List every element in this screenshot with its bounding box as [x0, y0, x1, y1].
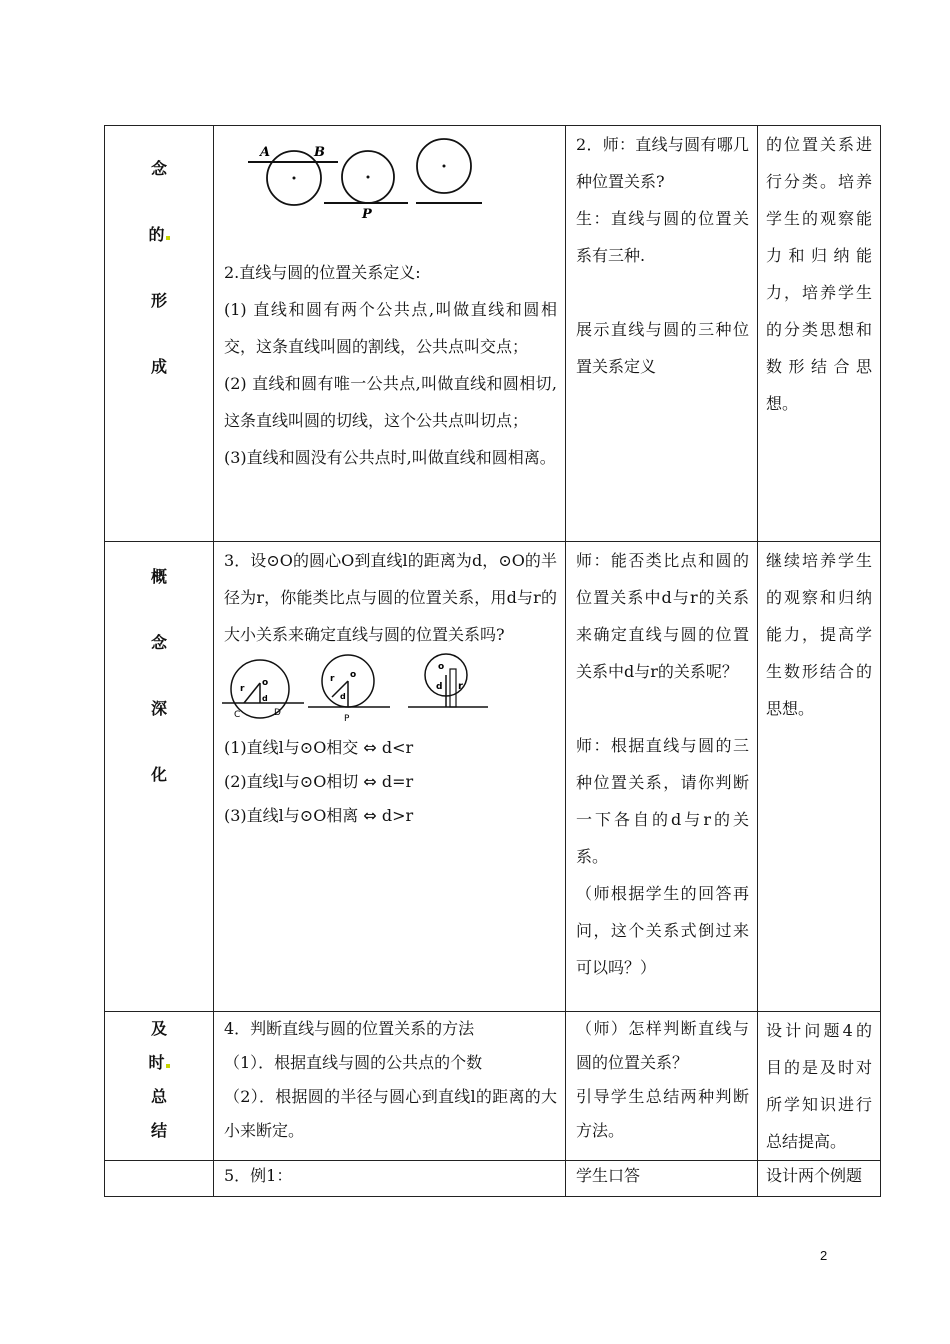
- svg-text:o: o: [438, 662, 445, 672]
- teacher-cell: [566, 542, 758, 1012]
- content-cell: [214, 126, 566, 542]
- method-1: （1）．根据直线与圆的公共点的个数: [224, 1053, 483, 1072]
- table-row: [105, 542, 881, 1012]
- stage-char: 结: [150, 1121, 167, 1140]
- student-answer: 生：直线与圆的位置关系有三种.: [576, 209, 749, 265]
- svg-text:o: o: [350, 670, 357, 680]
- figure-line-circle-positions: [214, 126, 565, 254]
- definition-title: 2.直线与圆的位置关系定义:: [224, 263, 421, 282]
- lesson-table: [104, 125, 881, 1197]
- stage-char: 成: [150, 357, 167, 376]
- design-intent: 继续培养学生的观察和归纳能力，提高学生数形结合的思想。: [766, 551, 872, 718]
- relation-tangent: (2)直线l与⊙O相切 ⇔ d=r: [224, 772, 414, 791]
- stage-char: 深: [150, 699, 167, 718]
- stage-char: 概: [150, 567, 167, 586]
- teacher-followup: （师根据学生的回答再问，这个关系式倒过来可以吗？）: [576, 884, 749, 977]
- teacher-question: （师）怎样判断直线与圆的位置关系？: [576, 1019, 749, 1072]
- label-a: A: [260, 145, 271, 160]
- intent-cell: [758, 1012, 881, 1161]
- intent-cell: [758, 542, 881, 1012]
- table-row: [105, 1161, 881, 1197]
- method-title: 4．判断直线与圆的位置关系的方法: [224, 1019, 475, 1038]
- stage-char: 的: [148, 225, 165, 244]
- stage-char: 及: [150, 1019, 167, 1038]
- design-intent: 的位置关系进行分类。培养学生的观察能力和归纳能力，培养学生的分类思想和数形结合思想。: [766, 135, 872, 413]
- stage-char: 念: [150, 633, 167, 652]
- stage-cell: [105, 126, 214, 542]
- definition-tangent: (2) 直线和圆有唯一公共点,叫做直线和圆相切,这条直线叫圆的切线，这个公共点叫切点；: [224, 374, 557, 430]
- svg-text:r: r: [240, 684, 245, 694]
- marker-dot: [166, 236, 170, 240]
- stage-char: 时: [148, 1053, 165, 1072]
- figure-d-r-relations: [214, 653, 565, 731]
- stage-char: 总: [150, 1087, 167, 1106]
- svg-text:C: C: [234, 710, 241, 720]
- stage-char: 化: [150, 765, 167, 784]
- method-2: （2）．根据圆的半径与圆心到直线l的距离的大小来断定。: [224, 1087, 557, 1140]
- stage-char: 形: [150, 291, 167, 310]
- svg-text:d: d: [340, 692, 346, 701]
- teacher-action: 展示直线与圆的三种位置关系定义: [576, 320, 749, 376]
- student-oral: 学生口答: [576, 1166, 641, 1185]
- question-3: 3．设⊙O的圆心O到直线l的距离为d，⊙O的半径为r，你能类比点与圆的位置关系，用d与r的大小关系来确定直线与圆的位置关系吗?: [224, 551, 557, 644]
- svg-text:D: D: [274, 708, 281, 718]
- table-row: [105, 1012, 881, 1161]
- teacher-question: 师：能否类比点和圆的位置关系中d与r的关系来确定直线与圆的位置关系中d与r的关系呢？: [576, 551, 749, 681]
- page-number: 2: [820, 1248, 828, 1263]
- teacher-prompt: 师：根据直线与圆的三种位置关系，请你判断一下各自的d与r的关系。: [576, 736, 749, 866]
- design-intent: 设计问题4的目的是及时对所学知识进行总结提高。: [766, 1021, 872, 1151]
- stage-cell: [105, 1161, 214, 1197]
- content-cell: [214, 542, 566, 1012]
- example-1: 5．例1：: [224, 1166, 293, 1185]
- teacher-question: 2．师：直线与圆有哪几种位置关系?: [576, 135, 749, 191]
- svg-text:r: r: [330, 674, 335, 684]
- label-p: P: [362, 207, 372, 222]
- content-cell: [214, 1161, 566, 1197]
- relation-intersect: (1)直线l与⊙O相交 ⇔ d<r: [224, 738, 414, 757]
- svg-text:r: r: [458, 681, 463, 692]
- teacher-cell: [566, 1161, 758, 1197]
- relation-separate: (3)直线l与⊙O相离 ⇔ d>r: [224, 806, 414, 825]
- table-row: [105, 126, 881, 542]
- svg-text:d: d: [436, 682, 443, 692]
- svg-text:o: o: [262, 678, 269, 688]
- intent-cell: [758, 1161, 881, 1197]
- intent-cell: [758, 126, 881, 542]
- definition-separate: (3)直线和圆没有公共点时,叫做直线和圆相离。: [224, 448, 556, 467]
- teacher-cell: [566, 126, 758, 542]
- svg-text:P: P: [344, 714, 350, 724]
- label-b: B: [314, 145, 325, 160]
- design-intent: 设计两个例题: [766, 1166, 863, 1185]
- stage-cell: [105, 1012, 214, 1161]
- stage-char: 念: [150, 159, 167, 178]
- marker-dot: [166, 1064, 170, 1068]
- stage-cell: [105, 542, 214, 1012]
- definition-intersect: (1) 直线和圆有两个公共点,叫做直线和圆相交，这条直线叫圆的割线，公共点叫交点；: [224, 300, 557, 356]
- teacher-guide: 引导学生总结两种判断方法。: [576, 1087, 749, 1140]
- svg-text:d: d: [262, 694, 268, 703]
- teacher-cell: [566, 1012, 758, 1161]
- content-cell: [214, 1012, 566, 1161]
